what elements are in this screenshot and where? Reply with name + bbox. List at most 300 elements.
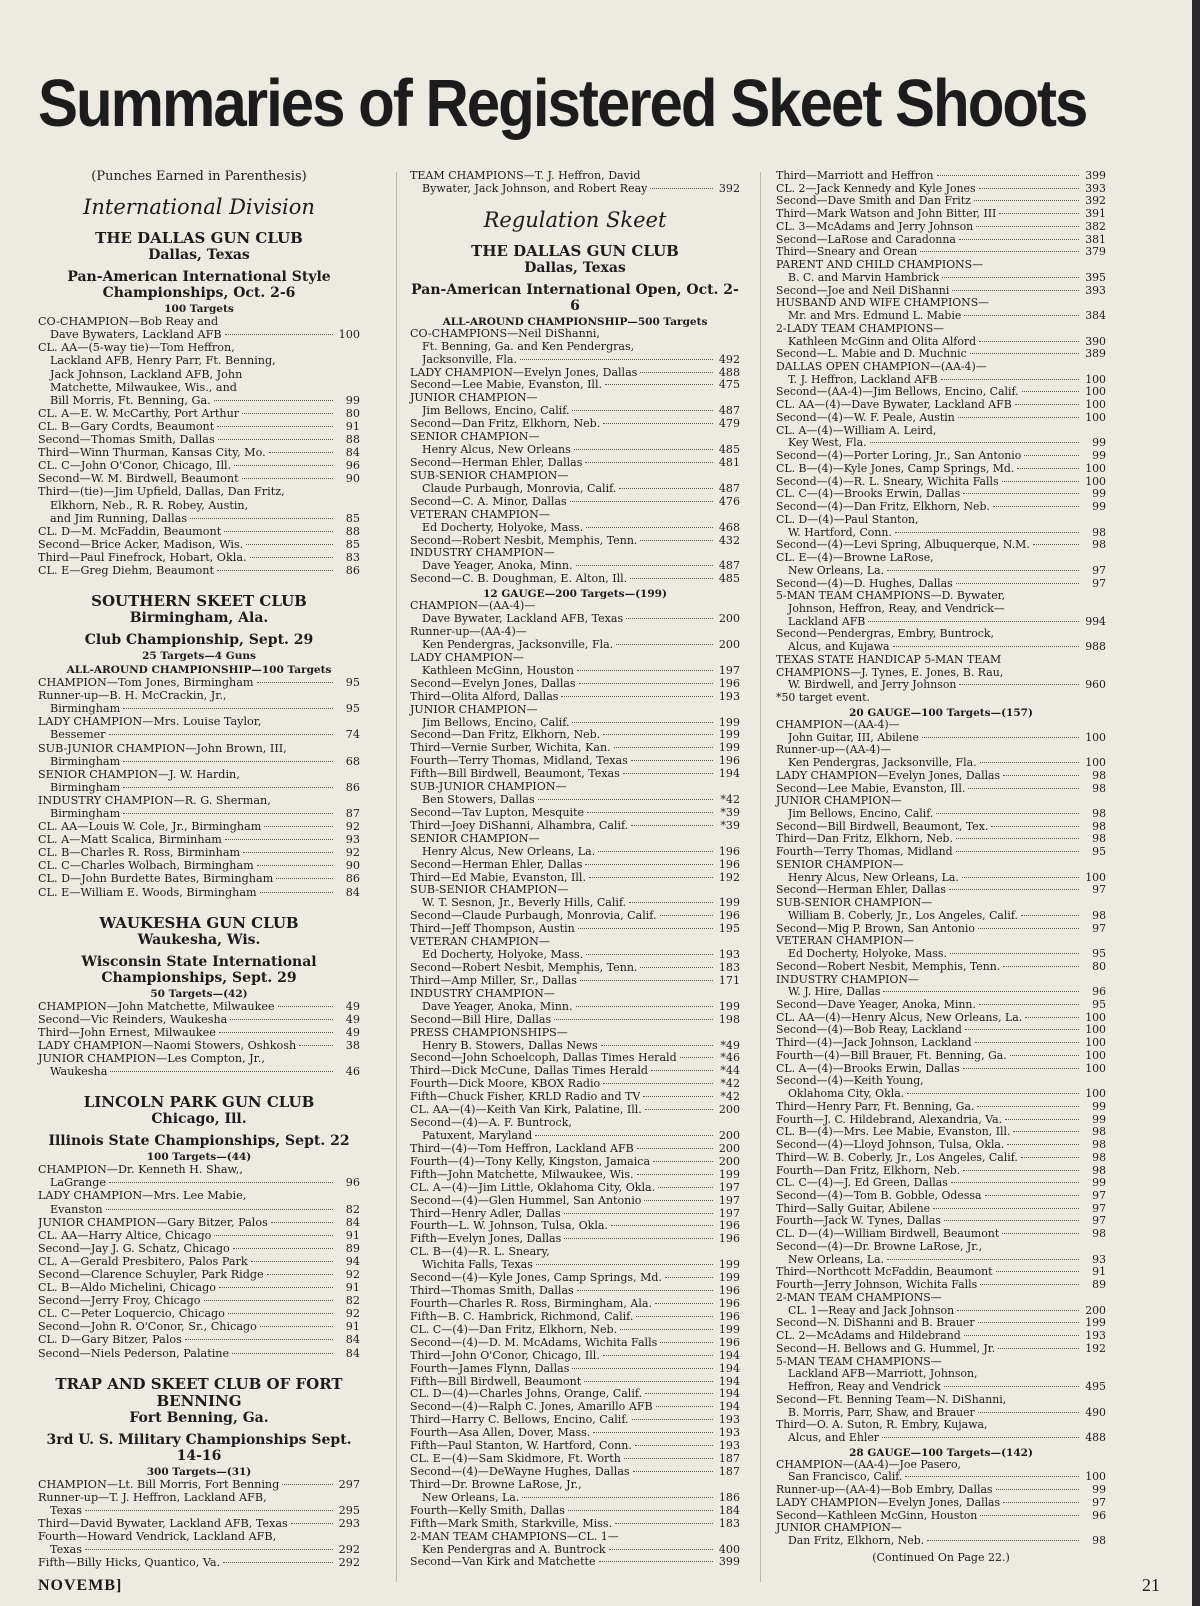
leader-dots <box>246 544 333 545</box>
leader-dots <box>936 813 1079 814</box>
result-score: 392 <box>1085 194 1106 208</box>
result-score: 193 <box>718 1439 740 1453</box>
result-text: Fourth—Kelly Smith, Dallas <box>410 1504 565 1517</box>
result-row <box>776 437 1106 450</box>
result-text: John Guitar, III, Abilene <box>788 731 919 744</box>
result-row <box>38 833 360 846</box>
result-text: T. J. Heffron, Lackland AFB <box>788 373 938 386</box>
result-row <box>410 665 740 678</box>
result-score: 193 <box>718 689 740 703</box>
result-row: CL. AA—(5-way tie)—Tom Heffron, <box>38 341 235 355</box>
result-row: VETERAN CHAMPION— <box>410 935 550 949</box>
result-row <box>776 1012 1106 1025</box>
result-text: Second—Clarence Schuyler, Park Ridge <box>38 1267 264 1281</box>
result-row: Jack Johnson, Lackland AFB, John <box>50 367 243 381</box>
result-text: Texas <box>50 1503 82 1517</box>
result-row: DALLAS OPEN CHAMPION—(AA-4)— <box>776 360 987 374</box>
result-row <box>410 1337 740 1350</box>
result-row: Runner-up—(AA-4)— <box>410 625 527 639</box>
result-score: 91 <box>1092 1265 1106 1279</box>
result-text: Second—(4)—Glen Hummel, San Antonio <box>410 1194 642 1207</box>
leader-dots <box>232 1353 333 1354</box>
leader-dots <box>230 1019 333 1020</box>
result-score: 200 <box>718 1141 740 1155</box>
result-row <box>38 538 360 551</box>
result-score: *42 <box>720 1077 740 1091</box>
result-row: SENIOR CHAMPION— <box>410 831 540 845</box>
result-score: 100 <box>1085 398 1106 412</box>
result-text: Third—Vernie Surber, Wichita, Kan. <box>410 742 611 755</box>
result-score: *39 <box>720 818 740 832</box>
leader-dots <box>658 1187 713 1188</box>
result-text: CL. B—Charles R. Ross, Birminham <box>38 846 241 860</box>
result-text: CL. AA—(4)—Dave Bywater, Lackland AFB <box>776 399 1012 412</box>
result-text: Second—H. Bellows and G. Hummel, Jr. <box>776 1342 996 1355</box>
result-text: Third—Amp Miller, Sr., Dallas <box>410 974 577 987</box>
result-row <box>776 910 1106 923</box>
result-row: 5-MAN TEAM CHAMPIONS—D. Bywater, <box>776 589 1006 603</box>
result-row <box>776 208 1106 221</box>
result-text: CL. 2—McAdams and Hildebrand <box>776 1330 961 1343</box>
result-score: 187 <box>718 1464 740 1478</box>
leader-dots <box>651 1070 713 1071</box>
leader-dots <box>962 877 1079 878</box>
result-row <box>776 1266 1106 1279</box>
result-row <box>776 183 1106 196</box>
result-row <box>38 886 360 899</box>
leader-dots <box>1024 455 1079 456</box>
result-row <box>38 472 360 485</box>
result-score: 475 <box>718 378 740 392</box>
result-row <box>776 1114 1106 1127</box>
result-score: 487 <box>718 404 740 418</box>
result-row <box>776 1139 1106 1152</box>
leader-dots <box>956 583 1079 584</box>
result-text: Ken Pendergras, Jacksonville, Fla. <box>788 757 977 770</box>
result-row: CL. B—(4)—R. L. Sneary, <box>410 1245 550 1259</box>
leader-dots <box>1022 391 1079 392</box>
result-row <box>38 1478 360 1491</box>
result-row: LADY CHAMPION— <box>410 650 524 664</box>
targets-line: 50 Targets—(42) <box>150 987 248 1000</box>
result-row <box>776 463 1106 476</box>
leader-dots <box>949 889 1079 890</box>
result-text: CL. C—(4)—Dan Fritz, Elkhorn, Neb. <box>410 1323 618 1336</box>
leader-dots <box>276 878 333 879</box>
result-text: CL. B—(4)—Kyle Jones, Camp Springs, Md. <box>776 462 1015 475</box>
result-text: Second—C. B. Doughman, E. Alton, Ill. <box>410 573 628 586</box>
leader-dots <box>269 452 333 453</box>
result-text: W. Birdwell, and Jerry Johnson <box>788 679 957 692</box>
leader-dots <box>980 762 1079 763</box>
result-text: Jim Bellows, Encino, Calif. <box>422 405 570 418</box>
result-text: CL. C—John O'Conor, Chicago, Ill. <box>38 459 232 473</box>
result-row <box>776 1330 1106 1343</box>
targets-line: 100 Targets <box>164 303 234 316</box>
result-score: 93 <box>1092 1252 1106 1266</box>
result-score: 95 <box>1092 947 1106 961</box>
page-title: Summaries of Registered Skeet Shoots <box>38 65 1087 141</box>
targets-line: 20 GAUGE—100 Targets—(157) <box>849 706 1033 719</box>
leader-dots <box>123 813 333 814</box>
result-row <box>410 639 740 652</box>
leader-dots <box>1005 1119 1079 1120</box>
result-row <box>776 450 1106 463</box>
result-text: and Jim Running, Dallas <box>50 511 188 525</box>
leader-dots <box>568 1510 713 1511</box>
result-score: 98 <box>1092 768 1106 782</box>
result-text: Second—Tav Lupton, Mesquite <box>410 806 584 819</box>
club-location: Waukesha, Wis. <box>137 931 261 948</box>
result-text: Birmingham <box>50 702 121 716</box>
result-text: Second—(4)—Ralph C. Jones, Amarillo AFB <box>410 1401 653 1414</box>
leader-dots <box>650 188 713 189</box>
result-row <box>38 1294 360 1307</box>
leader-dots <box>633 1471 713 1472</box>
result-row: CHAMPION—(AA-4)— <box>410 599 536 613</box>
result-row <box>776 770 1106 783</box>
result-score: 197 <box>718 1193 740 1207</box>
result-row <box>410 1259 740 1272</box>
result-text: Ed Docherty, Holyoke, Mass. <box>422 521 584 534</box>
result-text: Runner-up—(AA-4)—Bob Embry, Dallas <box>776 1484 993 1497</box>
result-row: CHAMPION—Dr. Kenneth H. Shaw,, <box>38 1163 243 1177</box>
result-score: 196 <box>718 844 740 858</box>
result-score: 99 <box>1092 487 1106 501</box>
leader-dots <box>228 1313 333 1314</box>
result-row <box>38 1065 360 1078</box>
result-row <box>776 1190 1106 1203</box>
result-score: 86 <box>345 563 360 577</box>
result-score: 68 <box>345 754 360 768</box>
result-score: 90 <box>345 472 360 486</box>
result-text: Dave Bywater, Lackland AFB, Texas <box>422 613 624 626</box>
result-row <box>776 195 1106 208</box>
result-score: 395 <box>1085 270 1106 284</box>
result-row <box>410 1091 740 1104</box>
result-row <box>410 1272 740 1285</box>
result-score: 98 <box>1092 1163 1106 1177</box>
result-text: Fifth—Evelyn Jones, Dallas <box>410 1233 562 1246</box>
result-row: PRESS CHAMPIONSHIPS— <box>410 1025 568 1039</box>
result-row <box>776 1088 1106 1101</box>
result-row <box>776 1152 1106 1165</box>
result-text: Key West, Fla. <box>788 437 867 450</box>
result-row: Ft. Benning, Ga. and Ken Pendergras, <box>422 339 635 353</box>
result-row: Elkhorn, Neb., R. R. Robey, Austin, <box>50 498 249 512</box>
result-text: Fourth—Terry Thomas, Midland, Texas <box>410 755 628 768</box>
leader-dots <box>868 621 1079 622</box>
result-score: 196 <box>718 1284 740 1298</box>
result-text: Bywater, Jack Johnson, and Robert Reay <box>422 182 648 195</box>
result-row: CHAMPION—(AA-4)—Joe Pasero, <box>776 1457 961 1471</box>
leader-dots <box>951 1182 1079 1183</box>
club-location: Birmingham, Ala. <box>129 610 269 627</box>
result-text: CL. B—Aldo Michelini, Chicago <box>38 1281 216 1295</box>
leader-dots <box>1015 404 1079 405</box>
result-row <box>410 183 740 196</box>
leader-dots <box>660 915 714 916</box>
result-text: Fifth—Bill Birdwell, Beaumont <box>410 1375 582 1388</box>
leader-dots <box>655 1303 713 1304</box>
result-score: 481 <box>718 455 740 469</box>
result-row <box>776 1484 1106 1497</box>
leader-dots <box>217 426 333 427</box>
result-text: CL. AA—(4)—Henry Alcus, New Orleans, La. <box>776 1011 1023 1024</box>
leader-dots <box>950 953 1079 954</box>
result-score: 399 <box>1085 169 1106 182</box>
result-score: 487 <box>718 559 740 573</box>
leader-dots <box>993 506 1079 507</box>
result-text: Second—W. M. Birdwell, Beaumont <box>38 472 239 486</box>
result-text: New Orleans, La. <box>422 1491 520 1504</box>
result-row <box>38 1320 360 1333</box>
leader-dots <box>964 1335 1079 1336</box>
result-row: Lackland AFB—Marriott, Johnson, <box>788 1367 978 1381</box>
result-row: 2-MAN TEAM CHAMPIONS—CL. 1— <box>410 1529 619 1543</box>
result-text: CL. 2—Jack Kennedy and Kyle Jones <box>776 182 976 195</box>
result-text: Oklahoma City, Okla. <box>788 1088 905 1101</box>
result-row: LADY CHAMPION—Mrs. Louise Taylor, <box>38 715 262 729</box>
result-score: 994 <box>1085 614 1106 628</box>
leader-dots <box>1021 915 1079 916</box>
leader-dots <box>615 1523 713 1524</box>
result-row: TEXAS STATE HANDICAP 5-MAN TEAM <box>776 652 1002 666</box>
leader-dots <box>653 1161 713 1162</box>
leader-dots <box>963 1170 1079 1171</box>
result-text: Kathleen McGinn, Houston <box>422 664 575 677</box>
result-text: Second—Evelyn Jones, Dallas <box>410 677 576 690</box>
leader-dots <box>1003 966 1079 967</box>
result-text: Second—Robert Nesbit, Memphis, Tenn. <box>776 960 1001 973</box>
leader-dots <box>637 1148 713 1149</box>
result-score: 98 <box>1092 806 1106 820</box>
targets-line: 28 GAUGE—100 Targets—(142) <box>849 1446 1033 1459</box>
result-score: 100 <box>1085 730 1106 744</box>
result-score: 88 <box>345 433 360 447</box>
result-score: 74 <box>345 728 360 742</box>
leader-dots <box>620 1329 713 1330</box>
leader-dots <box>598 851 713 852</box>
result-text: CL. 1—Reay and Jack Johnson <box>788 1304 955 1317</box>
result-row <box>776 1497 1106 1510</box>
leader-dots <box>999 213 1079 214</box>
result-row <box>776 527 1106 540</box>
result-text: Patuxent, Maryland <box>422 1130 533 1142</box>
result-row <box>776 1203 1106 1216</box>
result-text: Kathleen McGinn and Olita Alford <box>788 335 977 348</box>
leader-dots <box>538 799 713 800</box>
result-score: 82 <box>345 1294 360 1308</box>
result-score: 87 <box>345 807 360 820</box>
result-score: 100 <box>1085 385 1106 399</box>
result-row <box>410 794 740 807</box>
result-score: 100 <box>1085 461 1106 475</box>
result-score: 485 <box>718 443 740 457</box>
leader-dots <box>554 1019 713 1020</box>
result-row <box>776 1343 1106 1356</box>
leader-dots <box>956 851 1079 852</box>
result-row: Runner-up—B. H. McCrackin, Jr., <box>38 689 227 703</box>
result-score: 199 <box>718 741 740 755</box>
result-score: 479 <box>718 417 740 431</box>
leader-dots <box>282 1484 333 1485</box>
result-score: 98 <box>1092 1227 1106 1241</box>
result-row <box>410 1505 740 1518</box>
result-score: 100 <box>1085 1036 1106 1050</box>
result-row: Fourth—Howard Vendrick, Lackland AFB, <box>38 1530 277 1543</box>
result-row <box>776 221 1106 234</box>
result-score: 80 <box>1092 959 1106 973</box>
result-row <box>38 676 360 689</box>
result-row <box>410 910 740 923</box>
result-score: 97 <box>1092 1201 1106 1215</box>
result-score: 391 <box>1085 207 1106 221</box>
targets-line: 25 Targets—4 Guns <box>142 650 256 663</box>
result-score: *42 <box>720 1090 740 1104</box>
result-text: Third—Winn Thurman, Kansas City, Mo. <box>38 446 266 460</box>
result-text: LADY CHAMPION—Evelyn Jones, Dallas <box>776 1496 1001 1509</box>
result-score: 197 <box>718 663 740 677</box>
result-row <box>38 1556 360 1569</box>
result-row <box>776 846 1106 859</box>
result-row <box>410 1388 740 1401</box>
leader-dots <box>584 1381 713 1382</box>
result-text: Fourth—Jack W. Tynes, Dallas <box>776 1215 941 1228</box>
result-text: Wichita Falls, Texas <box>422 1259 533 1272</box>
result-text: Second—Robert Nesbit, Memphis, Tenn. <box>410 534 638 547</box>
result-text: Second—Jerry Froy, Chicago <box>38 1294 201 1308</box>
result-row <box>410 820 740 833</box>
result-row <box>410 1376 740 1389</box>
result-text: LADY CHAMPION—Evelyn Jones, Dallas <box>410 366 638 379</box>
result-text: CHAMPION—Tom Jones, Birmingham <box>38 676 254 690</box>
result-text: Heffron, Reay and Vendrick <box>788 1381 941 1394</box>
result-text: Third—Paul Finefrock, Hobart, Okla. <box>38 550 247 564</box>
leader-dots <box>223 1562 333 1563</box>
result-row: Runner-up—(AA-4)— <box>776 743 892 757</box>
result-score: 384 <box>1085 309 1106 323</box>
result-text: Second—(4)—Levi Spring, Albuquerque, N.M. <box>776 539 1030 552</box>
result-row <box>38 1000 360 1013</box>
result-score: 46 <box>345 1065 360 1079</box>
leader-dots <box>257 682 333 683</box>
leader-dots <box>927 1540 1079 1541</box>
leader-dots <box>907 1093 1079 1094</box>
leader-dots <box>1017 468 1079 469</box>
result-row <box>410 1324 740 1337</box>
result-score: 379 <box>1085 245 1106 259</box>
result-score: 194 <box>718 1348 740 1362</box>
result-score: 295 <box>338 1503 360 1517</box>
result-score: 97 <box>1092 1495 1106 1509</box>
result-text: Fourth—Terry Thomas, Midland <box>776 846 953 859</box>
result-text: Birmingham <box>50 780 121 794</box>
result-text: New Orleans, La. <box>788 564 885 577</box>
result-row: SUB-SENIOR CHAMPION— <box>776 896 933 910</box>
result-row: CL. D—(4)—Paul Stanton, <box>776 512 919 526</box>
leader-dots <box>267 1274 333 1275</box>
result-score: 92 <box>345 1307 360 1321</box>
result-row <box>410 483 740 496</box>
result-score: 292 <box>338 1543 360 1557</box>
result-row: Third—O. A. Suton, R. Embry, Kujawa, <box>776 1418 988 1432</box>
result-text: Fourth—Dick Moore, KBOX Radio <box>410 1078 601 1091</box>
result-text: Third—W. B. Coberly, Jr., Los Angeles, Calif. <box>776 1151 1018 1164</box>
result-score: 94 <box>345 1254 360 1268</box>
result-row: Third—Dr. Browne LaRose, Jr., <box>410 1477 582 1491</box>
leader-dots <box>214 1235 333 1236</box>
result-text: CL. D—M. McFaddin, Beaumont <box>38 524 222 538</box>
result-score: 960 <box>1085 678 1106 692</box>
leader-dots <box>1010 1055 1079 1056</box>
result-text: Second—Claude Purbaugh, Monrovia, Calif. <box>410 910 657 923</box>
leader-dots <box>1007 1144 1079 1145</box>
result-row <box>410 729 740 742</box>
result-row <box>38 846 360 859</box>
result-score: 96 <box>1092 985 1106 999</box>
result-text: Fourth—(4)—Bill Brauer, Ft. Benning, Ga. <box>776 1049 1007 1062</box>
result-row <box>410 1195 740 1208</box>
result-text: CL. C—Peter Loquercio, Chicago <box>38 1307 225 1321</box>
result-score: 82 <box>345 1202 360 1216</box>
leader-dots <box>970 353 1079 354</box>
result-row <box>410 1518 740 1531</box>
leader-dots <box>299 1045 333 1046</box>
result-row: LADY CHAMPION—Mrs. Lee Mabie, <box>38 1189 247 1203</box>
result-row <box>776 821 1106 834</box>
result-score: 100 <box>1085 870 1106 884</box>
result-score: 196 <box>718 754 740 768</box>
result-row: Third—(tie)—Jim Upfield, Dallas, Dan Fritz, <box>38 485 285 499</box>
result-row <box>38 1176 360 1189</box>
result-row <box>38 1203 360 1216</box>
result-text: New Orleans, La. <box>788 1253 885 1266</box>
result-score: 432 <box>718 533 740 547</box>
result-row <box>38 728 360 741</box>
column-1 <box>38 170 360 1569</box>
result-text: CL. AA—(4)—Keith Van Kirk, Palatine, Ill. <box>410 1104 642 1117</box>
result-text: LADY CHAMPION—Evelyn Jones, Dallas <box>776 769 1001 782</box>
leader-dots <box>959 684 1079 685</box>
result-row <box>410 367 740 380</box>
result-text: Second—Thomas Smith, Dallas <box>38 433 215 447</box>
result-score: 400 <box>718 1542 740 1556</box>
result-text: Birmingham <box>50 754 121 768</box>
result-row <box>38 1347 360 1360</box>
result-text: Second—(4)—W. F. Peale, Austin <box>776 411 955 424</box>
result-score: 97 <box>1092 883 1106 897</box>
leader-dots <box>106 1209 333 1210</box>
leader-dots <box>576 1006 713 1007</box>
leader-dots <box>644 1200 713 1201</box>
result-score: 195 <box>718 922 740 936</box>
leader-dots <box>645 1109 713 1110</box>
targets-line: ALL-AROUND CHAMPIONSHIP—100 Targets <box>66 664 332 677</box>
result-text: Lackland AFB <box>788 615 866 628</box>
result-score: 98 <box>1092 781 1106 795</box>
result-text: B. C. and Marvin Hambrick <box>788 271 940 284</box>
result-score: 194 <box>718 767 740 781</box>
column-2 <box>410 170 740 1569</box>
result-row: *50 target event. <box>776 691 870 705</box>
leader-dots <box>586 527 713 528</box>
result-text: Dave Yeager, Anoka, Minn. <box>422 560 573 573</box>
result-text: CL. A—Gerald Presbitero, Palos Park <box>38 1254 248 1268</box>
result-score: 200 <box>1085 1303 1106 1317</box>
result-score: 86 <box>345 780 360 794</box>
result-row: SUB-JUNIOR CHAMPION— <box>410 780 567 794</box>
